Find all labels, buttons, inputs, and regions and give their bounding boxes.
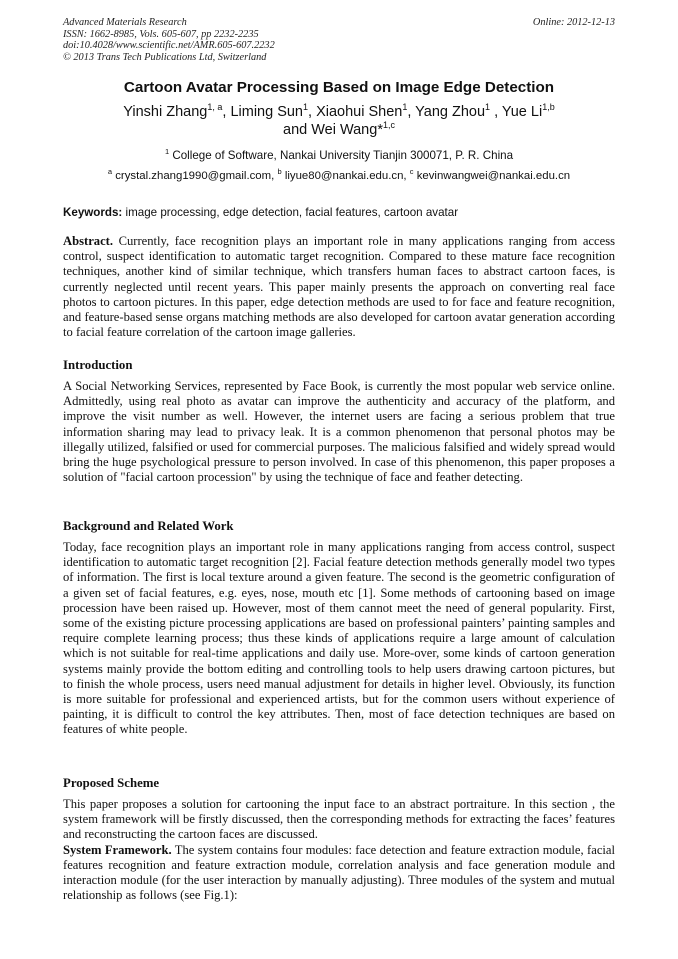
proposed-scheme-paragraph: This paper proposes a solution for cartooning the input face to an abstract portraiture. In this section , the system framework will be firstly discussed, then the corresponding methods for extracting the faces’ features and reconstructing the cartoon faces are discussed. xyxy=(63,797,615,842)
author-name: Yinshi Zhang xyxy=(123,104,208,120)
author-name: Yang Zhou xyxy=(415,104,486,120)
author-affiliation-mark: 1,c xyxy=(382,120,395,130)
section-heading-introduction: Introduction xyxy=(63,358,133,372)
email-mark: c xyxy=(409,167,414,176)
affiliation-text: College of Software, Nankai University Tianjin 300071, P. R. China xyxy=(172,149,514,162)
email-address[interactable]: liyue80@nankai.edu.cn, xyxy=(284,170,407,182)
author-name: Liming Sun xyxy=(230,104,303,120)
section-heading-background: Background and Related Work xyxy=(63,519,234,533)
email-address[interactable]: crystal.zhang1990@gmail.com, xyxy=(115,170,275,182)
abstract xyxy=(63,234,615,340)
issn-line: ISSN: 1662-8985, Vols. 605-607, pp 2232-2235 xyxy=(63,28,259,40)
journal-header xyxy=(63,17,463,63)
email-mark: b xyxy=(277,167,282,176)
author-emails xyxy=(0,167,678,182)
author-name: Xiaohui Shen xyxy=(316,104,403,120)
author-name: and Wei Wang* xyxy=(283,122,383,138)
author-affiliation-mark: 1, a xyxy=(207,102,223,112)
paper-title: Cartoon Avatar Processing Based on Image Edge Detection xyxy=(123,79,555,96)
doi-line[interactable]: doi:10.4028/www.scientific.net/AMR.605-607.2232 xyxy=(63,40,275,52)
author-affiliation-mark: 1 xyxy=(402,102,408,112)
author-list: Yinshi Zhang$^{1, a}$, Liming Sun$^1$, Xiaohui Shen$^1$, Yang Zhou$^1$ , Yue Li$^{1,b}$ and Wei Wang*$^{1,c}$ xyxy=(123,102,555,138)
keywords-text: image processing, edge detection, facial features, cartoon avatar xyxy=(125,206,459,219)
author-affiliation-mark: 1 xyxy=(303,102,309,112)
system-framework-text: The system contains four modules: face detection and feature extraction module, facial features recognition and feature extraction module, correlation analysis and face generation module and interaction module (for the user interaction by manually adjusting). Three modules of the system and mutual relationship as follows (see Fig.1): xyxy=(63,842,615,903)
keywords xyxy=(63,206,458,219)
author-name: Yue Li xyxy=(501,104,543,120)
introduction-paragraph: A Social Networking Services, represented by Face Book, is currently the most popular web service online. Admittedly, using real photo as avatar can improve the authenticity and accuracy of the platform, and improve the visit number as well. However, the internet users are facing a serious problem that true information sharing may lead to privacy leak. It is a common phenomenon that personal photos may be illegally utilized, falsified or used for commercial purposes. The malicious falsified and widely spread would bring the huge psychological pressure to person involved. In case of this phenomenon, this paper proposes a solution of "facial cartoon procession" by using the technique of face and feather detecting. xyxy=(63,379,615,485)
author-affiliation-mark: 1,b xyxy=(542,102,555,112)
section-heading-proposed-scheme: Proposed Scheme xyxy=(63,776,160,790)
abstract-text: Currently, face recognition plays an important role in many applications ranging from access control, suspect identification to automatic target recognition. Compared to these mature face recognition techniques, another kind of similar technique, which transfers human faces to abstract cartoon faces, is currently neglected until recent years. This paper mainly presents the approach on converting real face photos to cartoon pictures. In this paper, edge detection methods are used to for face and feature recognition, and feature-based sense organs matching methods are also developed for cartoon avatar generation according to facial feature correlation of the cartoon image galleries. xyxy=(63,234,615,340)
affiliation-mark: 1 xyxy=(164,147,170,156)
copyright-line: © 2013 Trans Tech Publications Ltd, Switzerland xyxy=(63,51,267,63)
abstract-label: Abstract. xyxy=(63,234,114,248)
affiliation xyxy=(0,149,678,162)
background-paragraph: Today, face recognition plays an important role in many applications ranging from access control, suspect identification to automatic target recognition [2]. Facial feature detection methods generally model two types of information. The first is local texture around a given feature. The second is the geometric configuration of a given set of facial features, e.g. eyes, nose, mouth etc [1]. Some methods of cartooning based on image procession have been raised up. However, most of them cannot meet the need of general popularity. First, some of the existing picture processing applications are based on professional painters’ painting samples and require complete learning process; thus these kinds of applications require a large amount of calculation which is not suitable for real-time applications and daily use. More-over, some kinds of cartoon generation systems mainly provide the bottom editing and controlling tools to help users drawing cartoon pictures, but to finish the whole process, users need manual adjustment for details in higher level. Obviously, its function is more suitable for professional and experienced artists, but for the common users without experience of painting, it is difficult to control the key attributes. Then, most of face detection techniques are based on features of white people. xyxy=(63,540,615,737)
online-date: Online: 2012-12-13 xyxy=(532,17,615,28)
keywords-label: Keywords: xyxy=(63,206,123,219)
email-mark: a xyxy=(107,167,113,176)
system-framework-label: System Framework. xyxy=(63,842,172,857)
system-framework-paragraph xyxy=(63,843,615,904)
proposed-scheme-section xyxy=(63,797,615,903)
journal-name: Advanced Materials Research xyxy=(63,17,187,28)
author-affiliation-mark: 1 xyxy=(485,102,491,112)
email-address[interactable]: kevinwangwei@nankai.edu.cn xyxy=(416,170,571,182)
